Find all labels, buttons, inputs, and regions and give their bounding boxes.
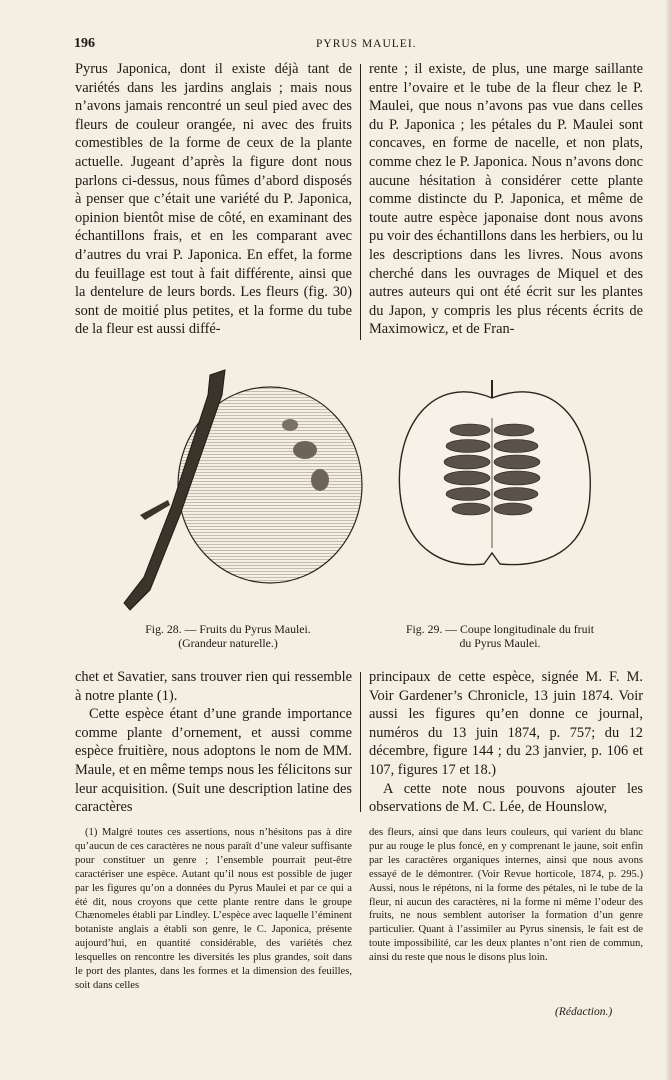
paragraph: chet et Savatier, sans trouver rien qui ressemble à notre plante (1). xyxy=(75,669,352,704)
text-column-right-top xyxy=(369,60,643,339)
footnote-right xyxy=(369,826,643,965)
text-column-right-bottom xyxy=(369,668,643,817)
page-number: 196 xyxy=(74,36,95,51)
fig29-section-engraving xyxy=(392,368,602,618)
paragraph: A cette note nous pouvons ajouter les observations de M. C. Lée, de Hounslow, xyxy=(369,780,643,816)
fig28-fruit-engraving xyxy=(110,355,380,615)
signature: (Rédaction.) xyxy=(555,1006,613,1018)
text-column-left-top xyxy=(75,60,352,339)
fig29-caption: Fig. 29. — Coupe longitudinale du fruit du Pyrus Maulei. xyxy=(405,622,595,650)
footnote-left xyxy=(75,826,352,993)
page-edge-shadow xyxy=(665,0,671,1080)
footnote-text: des fleurs, ainsi que dans leurs couleurs, qui varient du blanc pur au rouge le plus foncé, en y comprenant le jaune, soit enfin par les caractères organiques internes, ainsi que nous avons essayé de le démontrer. (Voir Revue horticole, 1874, p. 295.) Aussi, nous le répétons, ni la forme des pétales, ni le tube de la fleur, ni aucun des caractères, ni la forme ni même l’odeur des fruits, ne nous semblent autoriser la formation d’un genre particulier. Quant à l’assimiler au Pyrus sinensis, le fait est de toute impossibilité, car les deux plantes n’ont rien de commun, ainsi du reste que nous le disons plus loin. xyxy=(369,827,643,964)
footnote-text: (1) Malgré toutes ces assertions, nous n’hésitons pas à dire qu’aucun de ces caractères ne nous paraît d’une valeur suffisante pour constituer un genre ; l’ensemble pourrait peut-être caractériser une espèce. Autant qu’il nous est possible de juger par les figures qu’on a données du Pyrus Maulei et par ce qui a été dit, nous croyons que cette plante rentre dans le groupe Chænomeles établi par Lindley. L’espèce avec laquelle l’éminent botaniste anglais a établi son genre, le C. Japonica, présente aujourd’hui, en quantité considérable, des variétés chez lesquelles on rencontre les diversités les plus grandes, soit dans le port des plantes, dans les formes et la dimension des feuilles, soit dans celles xyxy=(75,827,352,991)
paragraph: rente ; il existe, de plus, une marge saillante entre l’ovaire et le tube de la fleur chez le P. Maulei, que nous n’avons pas vue dans celles du P. Japonica ; les pétales du P. Maulei sont concaves, en forme de nacelle, et non plats, comme chez le P. Japonica. Nous n’avons donc aucune hésitation à considérer cette plante comme distincte du P. Japonica, et même de toute autre espèce japonaise dont nous avons pu voir des échantillons dans les herbiers, ou lu les descriptions dans les livres. Nous avons cherché dans les ouvrages de Miquel et des autres auteurs qui ont été écrit sur les plantes du Japon, y compris les plus récents écrits de Maximowicz, et de Fran- xyxy=(369,61,643,338)
paragraph: Cette espèce étant d’une grande importance comme plante d’ornement, et aussi comme espèce fruitière, nous adoptons le nom de MM. Maule, et en même temps nous les félicitons sur leur acquisition. (Suit une description latine des caractères xyxy=(75,706,352,816)
paragraph: Pyrus Japonica, dont il existe déjà tant de variétés dans les jardins anglais ; mais nous n’avons jamais rencontré un seul pied avec des fleurs de couleur orangée, ni avec des fruits comestibles de la forme de ceux de la plante actuelle. Jugeant d’après la figure dont nous parlons ci-dessus, nous fûmes d’abord disposés à penser que c’était une variété du P. Japonica, opinion bientôt mise de côté, en examinant des échantillons frais, et en les comparant avec d’autres du vrai P. Japonica. En effet, la forme du feuillage est tout à fait différente, ainsi que la dentelure de leurs bords. Les fleurs (fig. 30) sont de moitié plus petites, et la forme du tube de la fleur est aussi diffé- xyxy=(75,61,352,338)
text-column-left-bottom xyxy=(75,668,352,817)
running-head: PYRUS MAULEI. xyxy=(316,38,417,50)
column-divider-bottom xyxy=(360,672,361,812)
column-divider-top xyxy=(360,64,361,340)
fig28-caption: Fig. 28. — Fruits du Pyrus Maulei. (Grandeur naturelle.) xyxy=(145,622,311,650)
paragraph: principaux de cette espèce, signée M. F. M. Voir Gardener’s Chronicle, 13 juin 1874. Voir aussi les figures qu’en donne ce journal, numéros du 13 juin 1874, p. 757; du 12 décembre, figure 144 ; du 23 janvier, p. 106 et 107, figures 17 et 18.) xyxy=(369,669,643,778)
